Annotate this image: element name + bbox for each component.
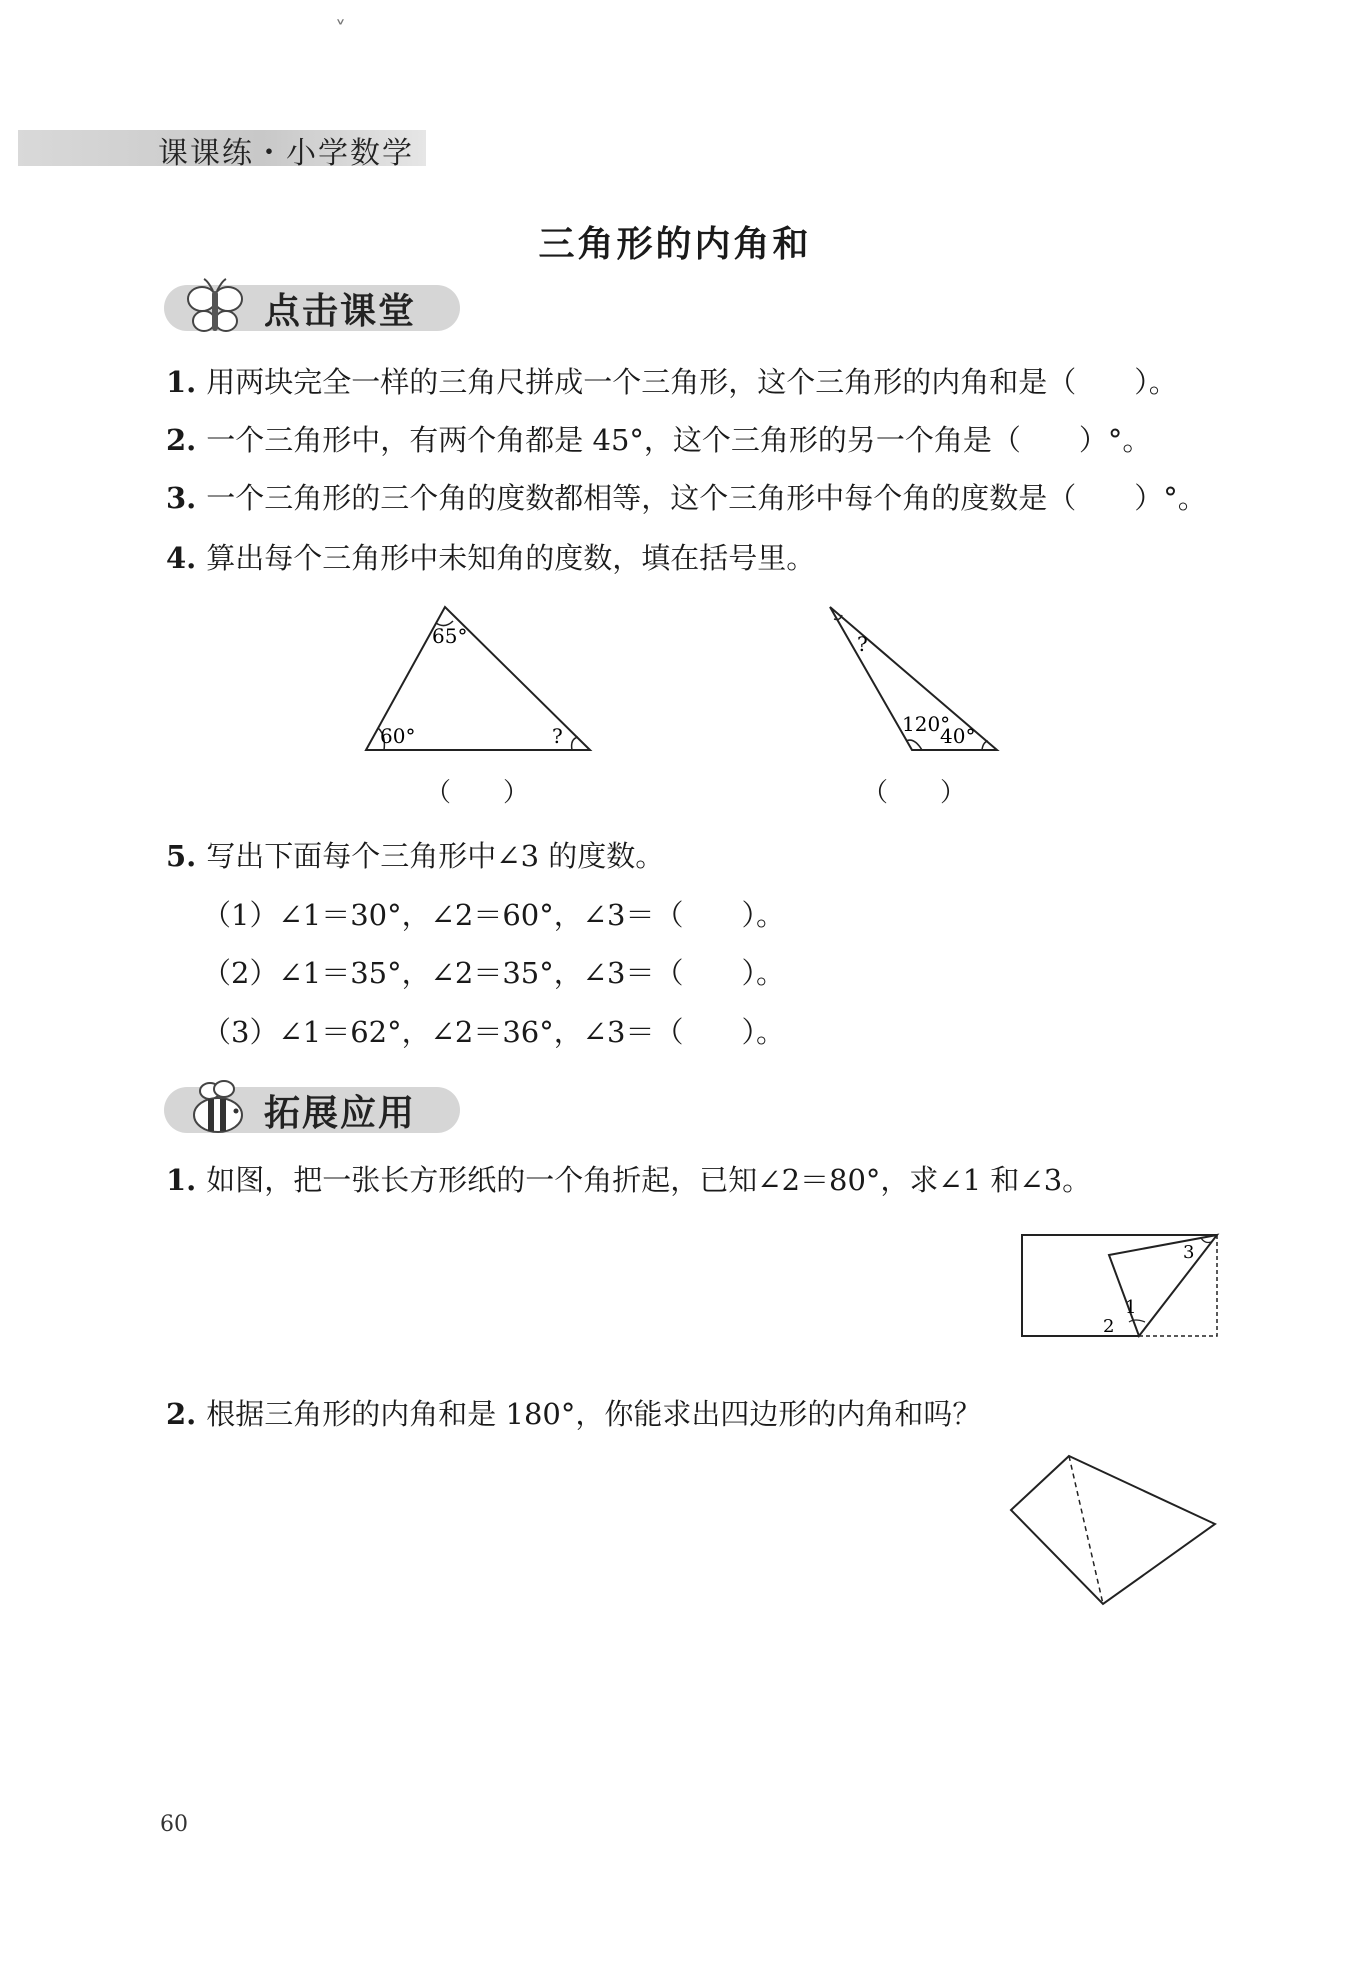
tri1-angle-left: 60° xyxy=(380,724,416,748)
question-1-4: 4. 算出每个三角形中未知角的度数，填在括号里。 xyxy=(166,541,816,575)
corner-mark: ˅ xyxy=(335,18,346,43)
tri2-angle-bottom-right: 40° xyxy=(940,724,976,748)
triangle-2 xyxy=(830,607,997,750)
header-text: 课课练・小学数学 xyxy=(158,136,414,171)
question-2-2: 2. 根据三角形的内角和是 180°，你能求出四边形的内角和吗？ xyxy=(166,1397,982,1431)
tri2-angle-bottom-left: 120° xyxy=(902,712,951,736)
question-1-1: 1. 用两块完全一样的三角尺拼成一个三角形，这个三角形的内角和是（ ）。 xyxy=(166,365,1178,399)
question-1-5: 5. 写出下面每个三角形中∠3 的度数。 xyxy=(166,839,665,873)
question-1-5-item-3: （3）∠1＝62°，∠2＝36°，∠3＝（ ）。 xyxy=(202,1015,786,1049)
tri2-angle-top: ? xyxy=(857,632,868,656)
quadrilateral-figure xyxy=(1005,1450,1225,1610)
tri2-answer: （ ） xyxy=(862,778,967,808)
triangle-figures xyxy=(350,595,1010,765)
question-1-2: 2. 一个三角形中，有两个角都是 45°，这个三角形的另一个角是（ ）°。 xyxy=(166,423,1152,457)
section-tag-extension xyxy=(164,1087,460,1133)
tri1-angle-top: 65° xyxy=(432,624,468,648)
question-1-5-item-2: （2）∠1＝35°，∠2＝35°，∠3＝（ ）。 xyxy=(202,956,786,990)
section-label-extension: 拓展应用 xyxy=(264,1092,417,1134)
folded-paper-figure xyxy=(1015,1230,1225,1342)
question-1-3: 3. 一个三角形的三个角的度数都相等，这个三角形中每个角的度数是（ ）°。 xyxy=(166,481,1207,515)
question-1-5-item-1: （1）∠1＝30°，∠2＝60°，∠3＝（ ）。 xyxy=(202,898,786,932)
fold-angle-3: 3 xyxy=(1183,1242,1195,1263)
section-label-classroom: 点击课堂 xyxy=(264,290,417,332)
question-2-1: 1. 如图，把一张长方形纸的一个角折起，已知∠2＝80°，求∠1 和∠3。 xyxy=(166,1163,1092,1197)
butterfly-icon xyxy=(184,277,246,339)
page-title: 三角形的内角和 xyxy=(538,224,812,265)
triangle-1 xyxy=(366,607,590,750)
fold-angle-2: 2 xyxy=(1103,1316,1115,1337)
fold-angle-1: 1 xyxy=(1125,1297,1137,1318)
tri1-angle-right: ? xyxy=(552,724,563,748)
page-number: 60 xyxy=(160,1812,188,1837)
bee-icon xyxy=(184,1077,254,1141)
section-tag-classroom xyxy=(164,285,460,331)
tri1-answer: （ ） xyxy=(425,778,530,808)
